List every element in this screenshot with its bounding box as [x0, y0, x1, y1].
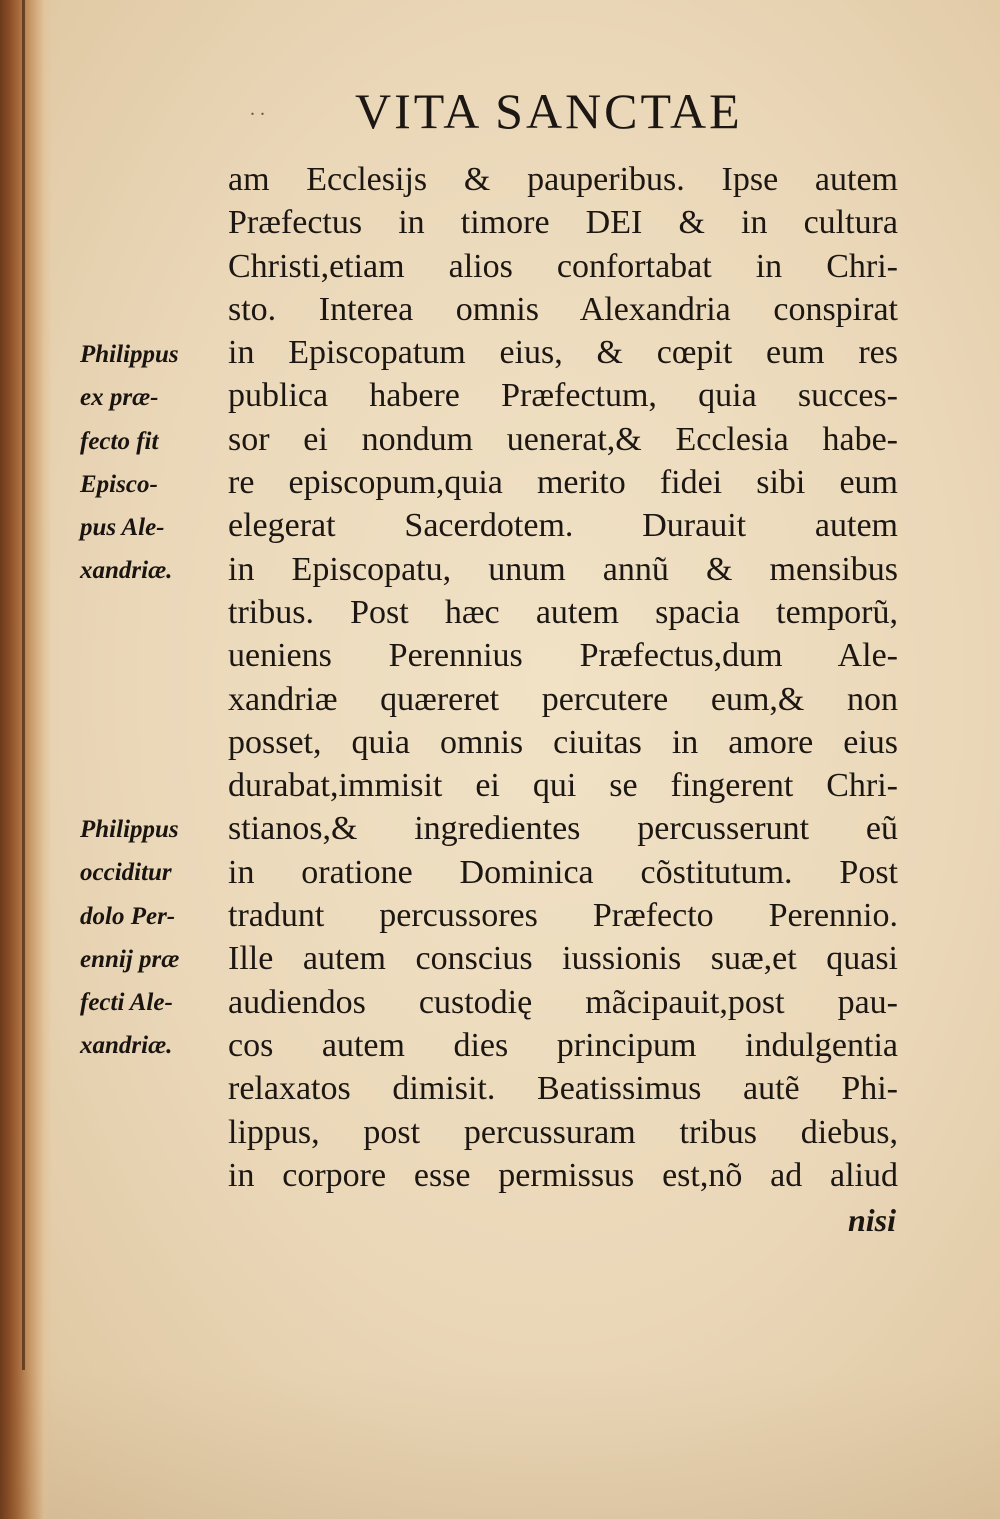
text-line: in Episcopatu, unum annũ & mensibus — [228, 550, 898, 588]
text-line: lippus, post percussuram tribus diebus, — [228, 1113, 898, 1151]
marginal-line: pus Ale- — [80, 514, 165, 542]
text-line: re episcopum,quia merito fidei sibi eum — [228, 464, 898, 502]
text-line: cos autem dies principum indulgentia — [228, 1026, 898, 1064]
text-line: am Ecclesijs & pauperibus. Ipse autem — [228, 161, 898, 198]
marginal-note-1 — [80, 333, 220, 593]
text-line: in oratione Dominica cõstitutum. Post — [228, 853, 898, 891]
binding-edge — [22, 0, 25, 1370]
text-line: audiendos custodię mãcipauit,post pau- — [228, 983, 898, 1021]
marginal-line: xandriæ. — [80, 557, 173, 585]
catchword: nisi — [847, 1202, 896, 1238]
text-line: Ille autem conscius iussionis suæ,et quasi — [228, 940, 898, 978]
text-line: elegerat Sacerdotem. Durauit autem — [228, 507, 898, 545]
marginal-line: Episco- — [80, 470, 158, 498]
text-line: tribus. Post hæc autem spacia temporũ, — [228, 593, 898, 631]
text-line: tradunt percussores Præfecto Perennio. — [228, 897, 898, 935]
marginal-line: Philippus — [80, 341, 179, 368]
marginal-line: ex præ- — [80, 384, 159, 412]
text-line: sto. Interea omnis Alexandria conspirat — [228, 290, 898, 328]
marginal-line: ennij præ — [80, 945, 180, 973]
marginal-note-2 — [80, 808, 220, 1068]
text-line: posset, quia omnis ciuitas in amore eius — [228, 723, 898, 761]
text-line: in Episcopatum eius, & cœpit eum res — [228, 334, 898, 372]
page-lower-margin — [0, 1370, 1000, 1519]
marginal-line: Philippus — [80, 816, 179, 843]
text-line: relaxatos dimisit. Beatissimus autẽ Phi- — [228, 1070, 898, 1108]
text-line: ueniens Perennius Præfectus,dum Ale- — [228, 637, 898, 675]
text-line: sor ei nondum uenerat,& Ecclesia habe- — [228, 420, 898, 458]
marginal-line: xandriæ. — [80, 1032, 173, 1060]
marginal-line: fecto fit — [80, 427, 159, 455]
text-line: durabat,immisit ei qui se fingerent Chri- — [228, 767, 898, 805]
body-text — [228, 158, 898, 1197]
running-head: VITA SANCTAE — [355, 83, 743, 139]
text-line: publica habere Præfectum, quia succes- — [228, 377, 898, 415]
marginal-line: occiditur — [80, 859, 172, 887]
text-line: Christi,etiam alios confortabat in Chri- — [228, 247, 898, 285]
text-line: Præfectus in timore DEI & in cultura — [228, 204, 898, 242]
text-line: xandriæ quæreret percutere eum,& non — [228, 680, 898, 718]
text-line: in corpore esse permissus est,nõ ad aliud — [228, 1156, 898, 1194]
marginal-line: fecti Ale- — [80, 989, 173, 1017]
ornament-dots: . . — [250, 98, 265, 120]
text-line: stianos,& ingredientes percusserunt eũ — [228, 810, 898, 848]
book-binding — [0, 0, 52, 1519]
marginal-line: dolo Per- — [80, 902, 176, 930]
